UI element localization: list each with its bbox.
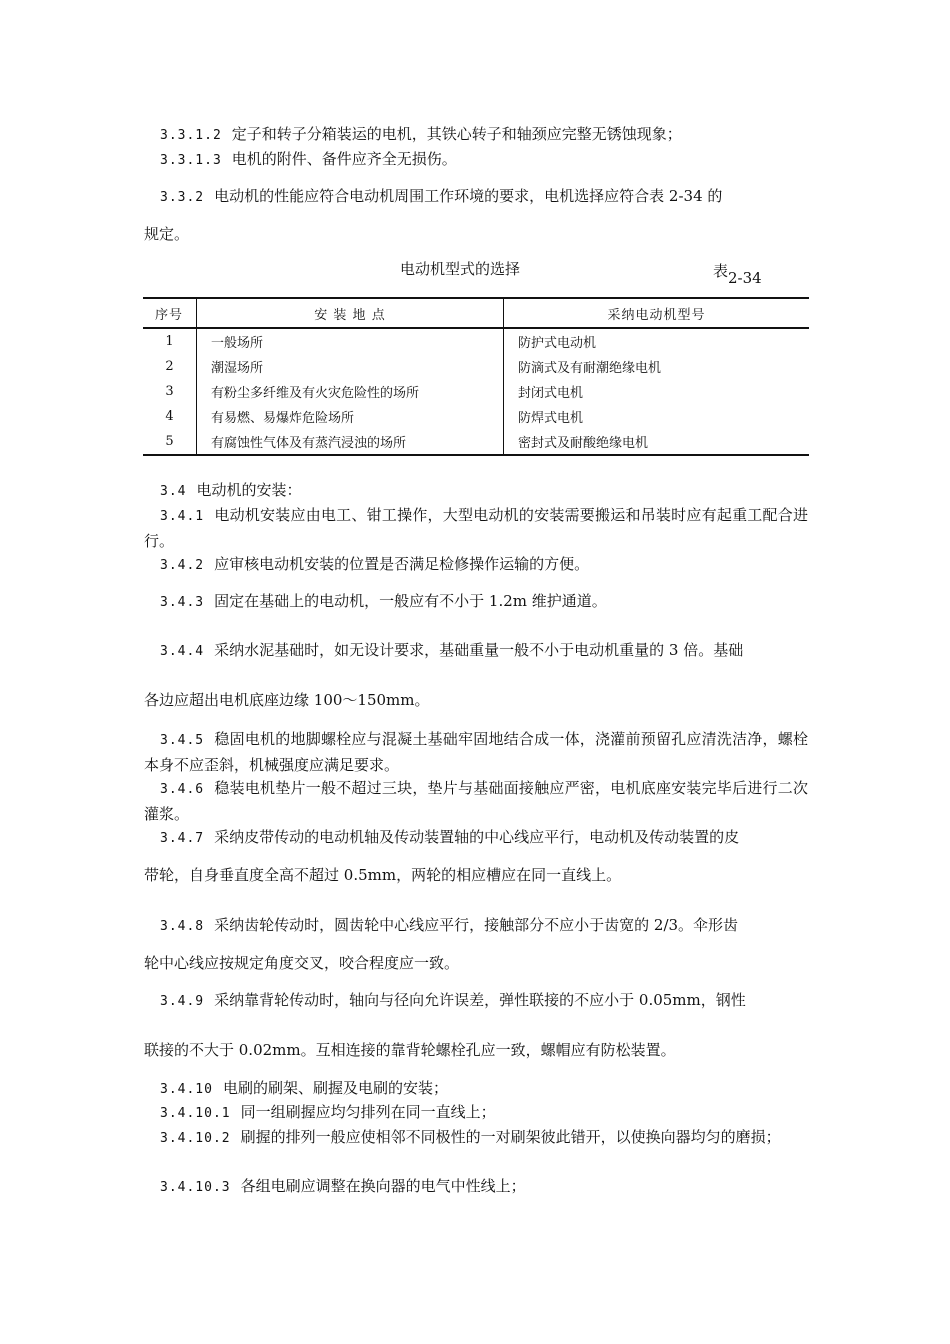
- table-row: 2 潮湿场所 防滴式及有耐潮绝缘电机: [143, 354, 809, 379]
- table-row: 3 有粉尘多纤维及有火灾危险性的场所 封闭式电机: [143, 379, 809, 404]
- clause-3-3-1-3: 3.3.1.3 电机的附件、备件应齐全无损伤。: [160, 150, 457, 168]
- header-location: 安 装 地 点: [197, 298, 504, 328]
- clause-3-3-2-cont: 规定。: [144, 225, 190, 243]
- clause-3-4-5: 3.4.5 稳固电机的地脚螺栓应与混凝土基础牢固地结合成一体，浇灌前预留孔应清洗洁净，螺栓本身不应歪斜，机械强度应满足要求。: [144, 730, 808, 774]
- clause-3-4-10-2: 3.4.10.2 刷握的排列一般应使相邻不同极性的一对刷架彼此错开，以使换向器均匀的磨损；: [160, 1128, 781, 1146]
- clause-3-4-7: 3.4.7 采纳皮带传动的电动机轴及传动装置轴的中心线应平行，电动机及传动装置的皮: [160, 828, 740, 846]
- table-row: 4 有易燃、易爆炸危险场所 防焊式电机: [143, 404, 809, 429]
- clause-3-4-9: 3.4.9 采纳靠背轮传动时，轴向与径向允许误差，弹性联接的不应小于 0.05mm，钢性: [160, 991, 746, 1009]
- header-seq: 序号: [143, 298, 197, 328]
- clause-3-3-2: 3.3.2 电动机的性能应符合电动机周围工作环境的要求，电机选择应符合表 2-34 的: [160, 187, 723, 205]
- clause-3-4-10-1: 3.4.10.1 同一组刷握应均匀排列在同一直线上；: [160, 1103, 496, 1121]
- clause-3-4-10: 3.4.10 电刷的刷架、刷握及电刷的安装；: [160, 1079, 448, 1097]
- clause-3-4-8-cont: 轮中心线应按规定角度交叉，咬合程度应一致。: [144, 954, 460, 972]
- clause-3-4-3: 3.4.3 固定在基础上的电动机，一般应有不小于 1.2m 维护通道。: [160, 592, 607, 610]
- clause-3-3-1-2: 3.3.1.2 定子和转子分箱装运的电机，其铁心转子和轴颈应完整无锈蚀现象；: [160, 125, 682, 143]
- table-number: 表2-34: [713, 262, 762, 287]
- motor-selection-table: [143, 297, 809, 456]
- table-row: 1 一般场所 防护式电动机: [143, 328, 809, 354]
- clause-3-4-1: 3.4.1 电动机安装应由电工、钳工操作，大型电动机的安装需要搬运和吊装时应有起重工配合进行。: [144, 506, 808, 550]
- clause-3-4-8: 3.4.8 采纳齿轮传动时，圆齿轮中心线应平行，接触部分不应小于齿宽的 2/3。伞形齿: [160, 916, 739, 934]
- clause-3-4-2: 3.4.2 应审核电动机安装的位置是否满足检修操作运输的方便。: [160, 555, 590, 573]
- clause-3-4-4: 3.4.4 采纳水泥基础时，如无设计要求，基础重量一般不小于电动机重量的 3 倍。基础: [160, 641, 744, 659]
- clause-3-4-4-cont: 各边应超出电机底座边缘 100～150mm。: [144, 691, 430, 709]
- clause-3-4-10-3: 3.4.10.3 各组电刷应调整在换向器的电气中性线上；: [160, 1177, 526, 1195]
- table-header-row: [143, 298, 809, 328]
- clause-3-4-9-cont: 联接的不大于 0.02mm。互相连接的靠背轮螺栓孔应一致，螺帽应有防松装置。: [144, 1041, 676, 1059]
- clause-3-4-6: 3.4.6 稳装电机垫片一般不超过三块，垫片与基础面接触应严密，电机底座安装完毕后进行二次灌浆。: [144, 779, 808, 823]
- table-title: 电动机型式的选择: [400, 260, 521, 278]
- clause-3-4-7-cont: 带轮，自身垂直度全高不超过 0.5mm，两轮的相应槽应在同一直线上。: [144, 866, 622, 884]
- header-motor-type: 采纳电动机型号: [504, 298, 810, 328]
- clause-3-4: 3.4 电动机的安装：: [160, 481, 302, 499]
- table-row: 5 有腐蚀性气体及有蒸汽浸浊的场所 密封式及耐酸绝缘电机: [143, 429, 809, 455]
